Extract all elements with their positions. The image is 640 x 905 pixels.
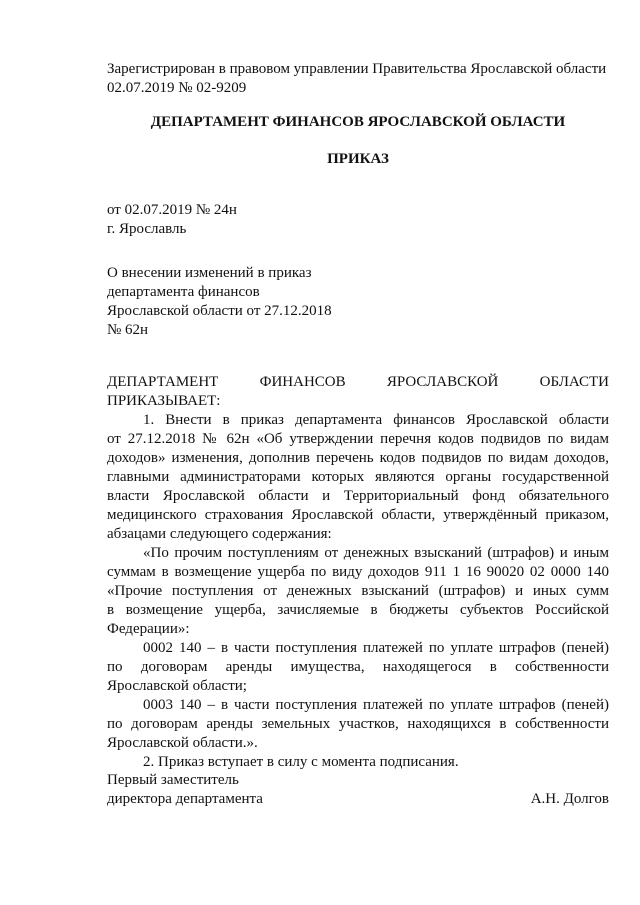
paragraph-3: 0002 140 – в части поступления платежей по уплате штрафов (пеней) по договорам аренды имущества, находящегося в собственности Ярославской области;	[107, 640, 609, 694]
signature-block	[107, 771, 609, 809]
orders-word: ОБЛАСТИ	[539, 374, 609, 390]
orders-word: ЯРОСЛАВСКОЙ	[386, 374, 499, 390]
date-number: от 02.07.2019 № 24н	[107, 202, 237, 218]
orders-word: ФИНАНСОВ	[259, 374, 346, 390]
registration-line-1: Зарегистрирован в правовом управлении Правительства Ярославской области	[107, 61, 607, 77]
subject-line: № 62н	[107, 322, 149, 338]
paragraph-4: 0003 140 – в части поступления платежей по уплате штрафов (пеней) по договорам аренды земельных участков, находящихся в собственности Ярославской области.».	[107, 697, 609, 751]
document-subject	[107, 264, 609, 340]
signatory-position: директора департамента	[107, 791, 263, 807]
city: г. Ярославль	[107, 221, 187, 237]
subject-line: департамента финансов	[107, 284, 260, 300]
subject-line: О внесении изменений в приказ	[107, 265, 312, 281]
subject-line: Ярославской области от 27.12.2018	[107, 303, 332, 319]
signatory-position: Первый заместитель	[107, 772, 239, 788]
paragraph-5: 2. Приказ вступает в силу с момента подписания.	[143, 754, 459, 770]
orders-word: ДЕПАРТАМЕНТ	[107, 374, 219, 390]
registration-line-2: 02.07.2019 № 02-9209	[107, 80, 247, 96]
department-title: ДЕПАРТАМЕНТ ФИНАНСОВ ЯРОСЛАВСКОЙ ОБЛАСТИ	[150, 114, 566, 130]
orders-line-2: ПРИКАЗЫВАЕТ:	[107, 393, 221, 409]
paragraph-2: «По прочим поступлениям от денежных взысканий (штрафов) и иным суммам в возмещение ущерба по виду доходов 911 1 16 90020 02 0000 140 «Прочие поступления от денежных взысканий (штрафов) и иных сумм в возмещение ущерба, зачисляемые в бюджеты субъектов Российской Федерации»:	[107, 545, 609, 637]
document-meta	[107, 201, 609, 239]
document-body	[107, 373, 609, 772]
registration-note	[107, 60, 609, 98]
orders-line	[107, 373, 609, 392]
document-type: ПРИКАЗ	[327, 151, 389, 167]
paragraph-1: 1. Внести в приказ департамента финансов Ярославской области от 27.12.2018 № 62н «Об утверждении перечня кодов подвидов по видам доходов» изменения, дополнив перечень кодов подвидов по видам доходов, главными администраторами которых являются органы государственной власти Ярославской области и Территориальный фонд обязательного медицинского страхования Ярославской области, утверждённый приказом, абзацами следующего содержания:	[107, 412, 609, 542]
signatory-name: А.Н. Долгов	[530, 791, 609, 807]
